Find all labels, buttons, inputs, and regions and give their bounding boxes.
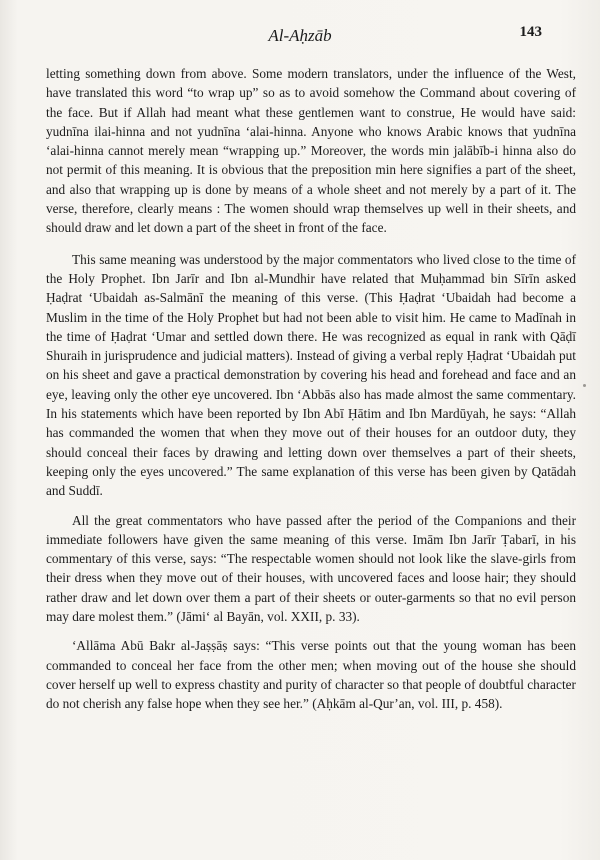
- paragraph-4: ‘Allāma Abū Bakr al-Jaṣṣāṣ says: “This verse points out that the young woman has been commanded to conceal her face from the other men; when moving out of the house she should cover herself up well to express chastity and purity of character so that people of doubtful character do not cherish any false hope when they see her.” (Aḥkām al-Qur’an, vol. III, p. 458).: [46, 638, 576, 712]
- paragraph-1: letting something down from above. Some modern translators, under the influence of the West, have translated this word “to wrap up” so as to avoid somehow the Command about covering of the face. But if Allah had meant what these gentlemen want to construe, He would have said: yudnīna ilai-hinna and not yudnīna ‘alai-hinna. Anyone who knows Arabic knows that yudnīna ‘alai-hinna cannot merely mean “wrapping up.” Moreover, the words min jalābīb-i hinna also do not permit of this meaning. It is obvious that the preposition min here signifies a part of the sheet, and also that wrapping up is done by means of a whole sheet and not merely by a part of it. The verse, therefore, clearly means : The women should wrap themselves up well in their sheets, and should draw and let down a part of the sheet in front of the face.: [46, 66, 576, 236]
- paragraph-3: All the great commentators who have passed after the period of the Companions and their immediate followers have given the same meaning of this verse. Imām Ibn Jarīr Ṭabarī, in his commentary of this verse, says: “The respectable women should not look like the slave-girls from their dress when they move out of their houses, with uncovered faces and loose hair; they should rather draw and let down over them a part of their sheets or outer-garments so that no evil person may dare molest them.” (Jāmi‘ al Bayān, vol. XXII, p. 33).: [46, 512, 576, 625]
- page-number: 143: [519, 24, 542, 40]
- body-text: [46, 64, 576, 724]
- paragraph-2: This same meaning was understood by the major commentators who lived close to the time of the Holy Prophet. Ibn Jarīr and Ibn al-Mundhir have related that Muḥammad bin Sīrīn asked Ḥaḍrat ‘Ubaidah as-Salmānī the meaning of this verse. (This Ḥaḍrat ‘Ubaidah had become a Muslim in the time of the Holy Prophet but had not been able to visit him. He came to Madīnah in the time of Ḥaḍrat ‘Umar and settled down there. He was recognized as equal in rank with Qāḍī Shuraih in jurisprudence and judicial matters). Instead of giving a verbal reply Ḥaḍrat ‘Ubaidah put on his sheet and gave a practical demonstration by covering his head and forehead and face and an eye, leaving only the other eye uncovered. Ibn ‘Abbās also has made almost the same commentary. In his statements which have been reported by Ibn Abī Ḥātim and Ibn Mardūyah, he says: “Allah has commanded the women that when they move out of their houses for an outdoor duty, they should conceal their faces by drawing and letting down over themselves a part of their sheets, keeping only the eyes uncovered.” The same explanation of this verse has been given by Qatādah and Suddī.: [46, 251, 576, 499]
- print-speck: [583, 384, 586, 387]
- print-speck: [568, 528, 570, 530]
- running-head: Al-Aḥzāb: [268, 26, 332, 45]
